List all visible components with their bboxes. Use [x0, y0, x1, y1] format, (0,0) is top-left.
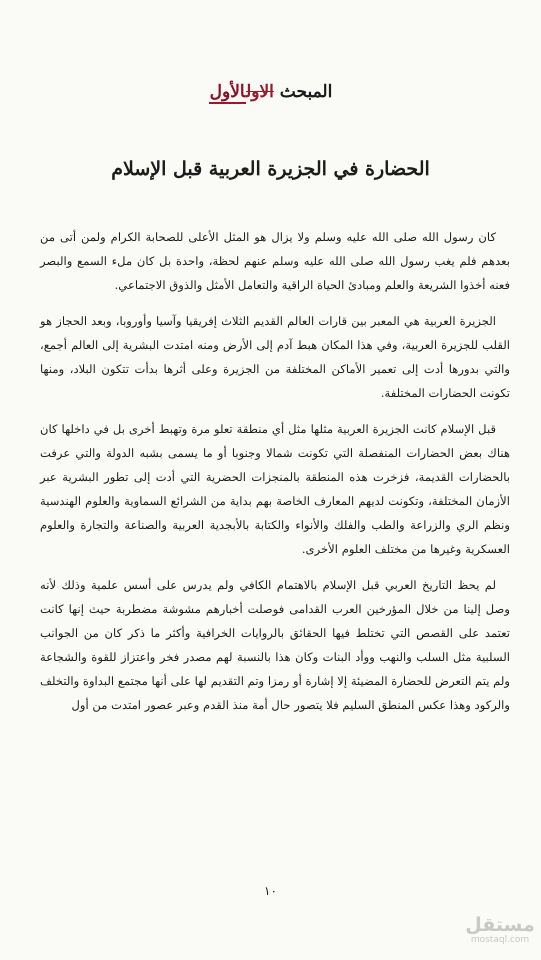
watermark-arabic: مستقل	[465, 914, 535, 936]
page-number: ١٠	[264, 884, 277, 898]
paragraph-4: لم يحظ التاريخ العربي قبل الإسلام بالاهتمام الكافي ولم يدرس على أسس علمية وذلك لأنه وصل إلينا من خلال المؤرخين العرب القدامى فوصلت أخبارهم مشوشة مضطربة حيث إنها كانت تعتمد على القصص التي تختلط فيها الحقائق بالروايات الخرافية وأكثر ما ذكر كان من الجوانب السلبية مثل السلب والنهب ووأد البنات وكان هذا بالنسبة لهم مصدر فخر واعتزاز للقوة والشجاعة ولم يتم التعرض للحضارة المضيئة إلا إشارة أو رمزا وتم التقديم لها على أنها مجتمع البداوة والتخلف والركود وهذا عكس المنطق السليم فلا يتصور حال أمة منذ القدم وعبر عصور امتدت من أول	[40, 578, 510, 712]
section-heading	[0, 82, 541, 102]
heading-prefix: المبحث	[273, 82, 333, 102]
page-title: الحضارة في الجزيرة العربية قبل الإسلام	[111, 158, 430, 180]
heading-correction: الأول	[209, 82, 246, 102]
heading-struck-word: الاول	[246, 82, 274, 102]
paragraph-1: كان رسول الله صلى الله عليه وسلم ولا يزال هو المثل الأعلى للصحابة الكرام ولمن أتى من بعدهم فلم يغب رسول الله صلى الله عليه وسلم عنهم لحظة، واحدة بل كان ملء السمع والبصر فعنه أخذوا الشريعة والعلم ومبادئ الحياة الراقية والتعامل الأمثل والذوق الاجتماعي.	[40, 230, 510, 292]
paragraph-3: قبل الإسلام كانت الجزيرة العربية مثلها مثل أي منطقة تعلو مرة وتهبط أخرى بل في داخلها كان هناك بعض الحضارات المنفصلة التي تكونت شمالا وجنوبا أو ما يسمى بشبه الدولة والتي عرفت بالحضارات القديمة، فزخرت هذه المنطقة بالمنجزات الحضرية التي أدت إلى تطور البشرية عبر الأزمان المختلفة، وتكونت لديهم المعارف الخاصة بهم بداية من الشرائع السماوية والعلوم الهندسية ونظم الري والزراعة والطب والفلك والأنواء والكتابة بالأبجدية العربية والصناعة والتجارة والعلوم العسكرية وغيرها من مختلف العلوم الأخرى.	[40, 422, 510, 556]
watermark-logo	[460, 915, 540, 945]
paragraph-2: الجزيرة العربية هي المعبر بين قارات العالم القديم الثلاث إفريقيا وآسيا وأوروبا، وبعد الحجاز هو القلب للجزيرة العربية، وفي هذا المكان هبط آدم إلى الأرض ومنه امتدت البشرية إلى العالم أجمع، والتي بدورها أدت إلى تعمير الأماكن المختلفة من الجزيرة وعلى أثرها بدأت تتكون البلاد، ومنها تكونت الحضارات المختلفة.	[40, 314, 510, 400]
document-body	[40, 225, 510, 729]
watermark-latin: mostaql.com	[470, 935, 530, 945]
